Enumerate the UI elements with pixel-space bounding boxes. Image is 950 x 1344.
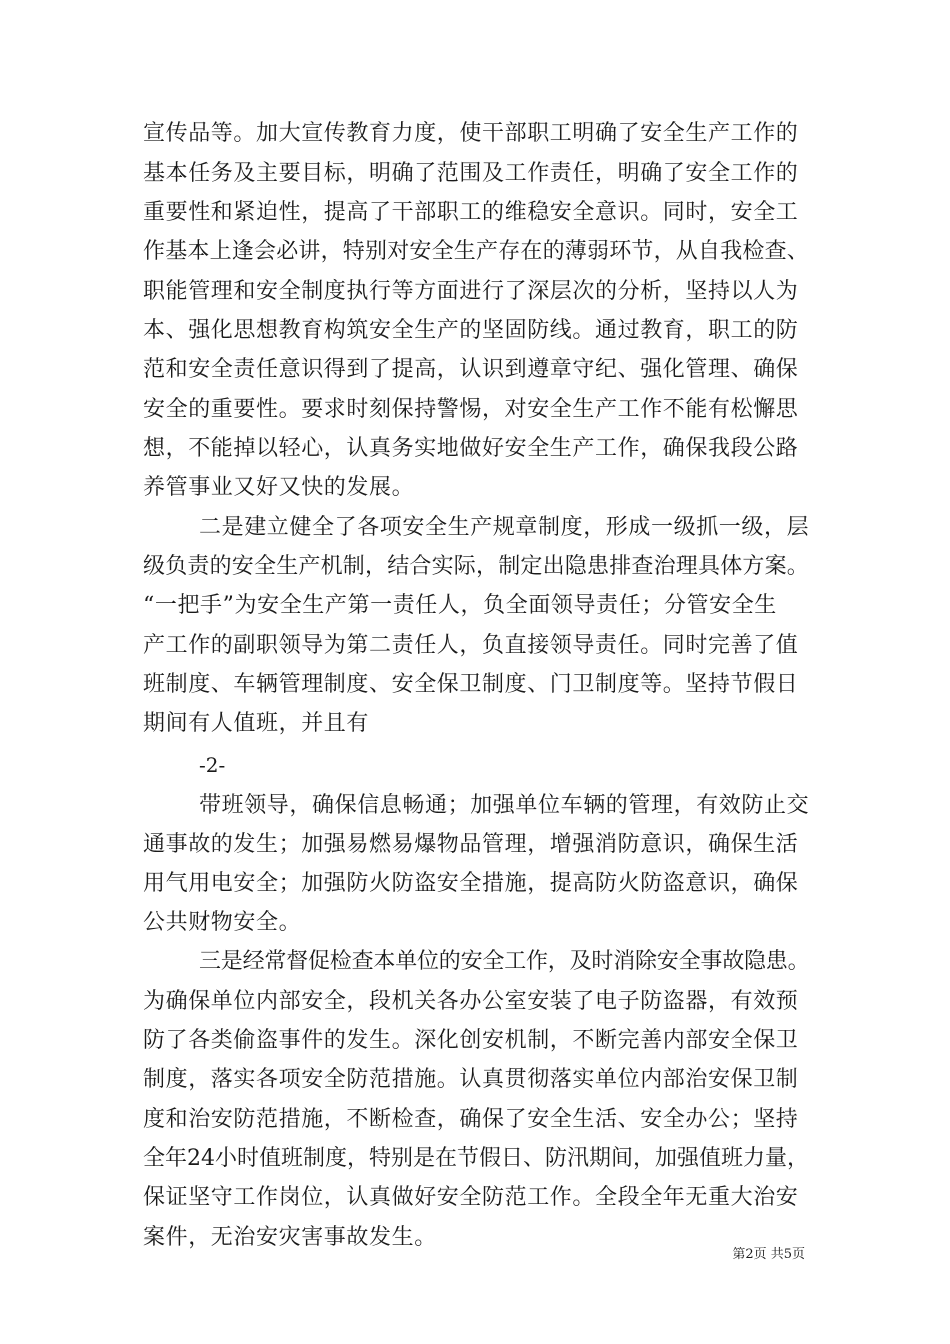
text-line: 养管事业又好又快的发展。 — [143, 475, 415, 500]
text-line: 公共财物安全。 — [143, 910, 302, 935]
text-line: 重要性和紧迫性，提高了干部职工的维稳安全意识。同时，安全工 — [143, 200, 799, 225]
text-line: 想，不能掉以轻心，认真务实地做好安全生产工作，确保我段公路 — [143, 436, 799, 461]
text-line: 三是经常督促检查本单位的安全工作，及时消除安全事故隐患。 — [199, 949, 810, 974]
text-line: 通事故的发生；加强易燃易爆物品管理，增强消防意识，确保生活 — [143, 832, 799, 857]
text-line: 保证坚守工作岗位，认真做好安全防范工作。全段全年无重大治安 — [143, 1185, 799, 1210]
text-line: 班制度、车辆管理制度、安全保卫制度、门卫制度等。坚持节假日 — [143, 672, 799, 697]
text-line: 宣传品等。加大宣传教育力度，使干部职工明确了安全生产工作的 — [143, 121, 799, 146]
text-line: 案件，无治安灾害事故发生。 — [143, 1225, 437, 1250]
text-line: 作基本上逢会必讲，特别对安全生产存在的薄弱环节，从自我检查、 — [143, 239, 810, 264]
text-line: 制度，落实各项安全防范措施。认真贯彻落实单位内部治安保卫制 — [143, 1067, 799, 1092]
text-line: 基本任务及主要目标，明确了范围及工作责任，明确了安全工作的 — [143, 161, 799, 186]
text-line: 带班领导，确保信息畅通；加强单位车辆的管理，有效防止交 — [199, 793, 810, 818]
text-line: 用气用电安全；加强防火防盗安全措施，提高防火防盗意识，确保 — [143, 871, 799, 896]
text-line: “一把手”为安全生产第一责任人，负全面领导责任；分管安全生 — [143, 593, 777, 618]
text-line: 范和安全责任意识得到了提高，认识到遵章守纪、强化管理、确保 — [143, 357, 799, 382]
text-line: 度和治安防范措施，不断检查，确保了安全生活、安全办公；坚持 — [143, 1107, 799, 1132]
text-line: 全年24小时值班制度，特别是在节假日、防汛期间，加强值班力量， — [143, 1146, 809, 1171]
inline-page-marker: -2- — [199, 753, 226, 777]
text-line: 职能管理和安全制度执行等方面进行了深层次的分析，坚持以人为 — [143, 279, 799, 304]
text-line: 产工作的副职领导为第二责任人，负直接领导责任。同时完善了值 — [143, 633, 799, 658]
text-line: 二是建立健全了各项安全生产规章制度，形成一级抓一级，层 — [199, 515, 810, 540]
text-line: 安全的重要性。要求时刻保持警惕，对安全生产工作不能有松懈思 — [143, 397, 799, 422]
text-line: 为确保单位内部安全，段机关各办公室安装了电子防盗器，有效预 — [143, 989, 799, 1014]
text-line: 级负责的安全生产机制，结合实际，制定出隐患排查治理具体方案。 — [143, 554, 810, 579]
text-line: 防了各类偷盗事件的发生。深化创安机制，不断完善内部安全保卫 — [143, 1028, 799, 1053]
text-line: 本、强化思想教育构筑安全生产的坚固防线。通过教育，职工的防 — [143, 318, 799, 343]
page-footer-number: 第2页 共5页 — [732, 1247, 805, 1262]
text-line: 期间有人值班，并且有 — [143, 711, 370, 736]
